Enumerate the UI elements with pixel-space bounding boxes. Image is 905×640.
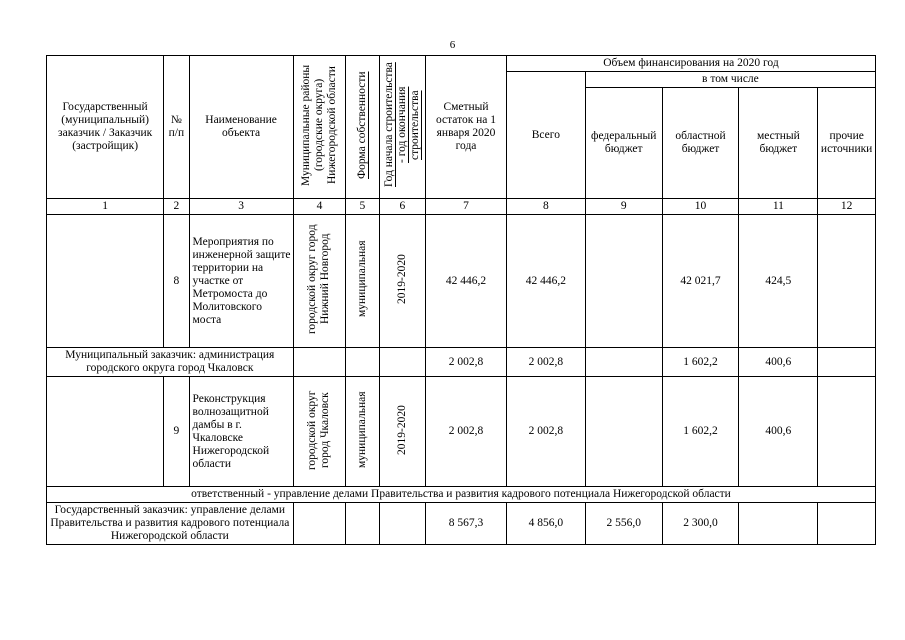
group-summary-row <box>47 348 876 377</box>
header-ownership: Форма собственности <box>346 56 379 199</box>
years-cell: 2019-2020 <box>379 215 426 348</box>
estimate-cell: 2 002,8 <box>426 348 507 377</box>
header-other: прочие источники <box>818 88 876 199</box>
col-number: 12 <box>818 199 876 215</box>
district-cell: городской округ город Чкаловск <box>293 377 346 487</box>
regional-cell: 1 602,2 <box>662 348 739 377</box>
responsible-text: ответственный - управление делами Правительства и развития кадрового потенциала Нижегородской области <box>47 487 876 503</box>
page-number: 6 <box>449 39 456 51</box>
federal-cell: 2 556,0 <box>585 503 662 545</box>
customer-cell <box>47 215 164 348</box>
col-number: 6 <box>379 199 426 215</box>
table-row <box>47 377 876 487</box>
ownership-cell: муниципальная <box>346 377 379 487</box>
object-name: Реконструкция волнозащитной дамбы в г. Чкаловске Нижегородской области <box>189 377 293 487</box>
estimate-cell: 8 567,3 <box>426 503 507 545</box>
total-cell: 42 446,2 <box>506 215 585 348</box>
header-num: № п/п <box>164 56 189 199</box>
row-num: 9 <box>164 377 189 487</box>
local-cell: 424,5 <box>739 215 818 348</box>
header-including: в том числе <box>585 72 875 88</box>
regional-cell: 42 021,7 <box>662 215 739 348</box>
header-years: Год начала строительства - год окончания строительства <box>379 56 426 199</box>
federal-cell <box>585 215 662 348</box>
col-number: 7 <box>426 199 507 215</box>
group-customer: Муниципальный заказчик: администрация городского округа город Чкаловск <box>47 348 294 377</box>
header-local: местный бюджет <box>739 88 818 199</box>
ownership-cell: муниципальная <box>346 215 379 348</box>
header-customer: Государственный (муниципальный) заказчик / Заказчик (застройщик) <box>47 56 164 199</box>
regional-cell: 2 300,0 <box>662 503 739 545</box>
col-number: 1 <box>47 199 164 215</box>
col-number: 5 <box>346 199 379 215</box>
district-cell: городской округ город Нижний Новгород <box>293 215 346 348</box>
header-federal: федеральный бюджет <box>585 88 662 199</box>
years-cell: 2019-2020 <box>379 377 426 487</box>
table-row <box>47 215 876 348</box>
header-total: Всего <box>506 72 585 199</box>
header-regional: областной бюджет <box>662 88 739 199</box>
local-cell: 400,6 <box>739 348 818 377</box>
header-object-name: Наименование объекта <box>189 56 293 199</box>
header-districts: Муниципальные районы (городские округа) Нижегородской области <box>293 56 346 199</box>
total-cell: 2 002,8 <box>506 348 585 377</box>
other-cell <box>818 377 876 487</box>
other-cell <box>818 215 876 348</box>
column-numbers-row <box>47 199 876 215</box>
local-cell: 400,6 <box>739 377 818 487</box>
responsible-row <box>47 487 876 503</box>
object-name: Мероприятия по инженерной защите территории на участке от Метромоста до Молитовского моста <box>189 215 293 348</box>
header-estimate-balance: Сметный остаток на 1 января 2020 года <box>426 56 507 199</box>
col-number: 3 <box>189 199 293 215</box>
col-number: 4 <box>293 199 346 215</box>
row-num: 8 <box>164 215 189 348</box>
total-cell: 2 002,8 <box>506 377 585 487</box>
financing-table <box>46 55 876 545</box>
regional-cell: 1 602,2 <box>662 377 739 487</box>
estimate-cell: 2 002,8 <box>426 377 507 487</box>
col-number: 8 <box>506 199 585 215</box>
col-number: 9 <box>585 199 662 215</box>
group-summary-row <box>47 503 876 545</box>
col-number: 11 <box>739 199 818 215</box>
total-cell: 4 856,0 <box>506 503 585 545</box>
group-customer: Государственный заказчик: управление делами Правительства и развития кадрового потенциала Нижегородской области <box>47 503 294 545</box>
col-number: 2 <box>164 199 189 215</box>
estimate-cell: 42 446,2 <box>426 215 507 348</box>
customer-cell <box>47 377 164 487</box>
federal-cell <box>585 377 662 487</box>
header-financing-title: Объем финансирования на 2020 год <box>506 56 875 72</box>
col-number: 10 <box>662 199 739 215</box>
